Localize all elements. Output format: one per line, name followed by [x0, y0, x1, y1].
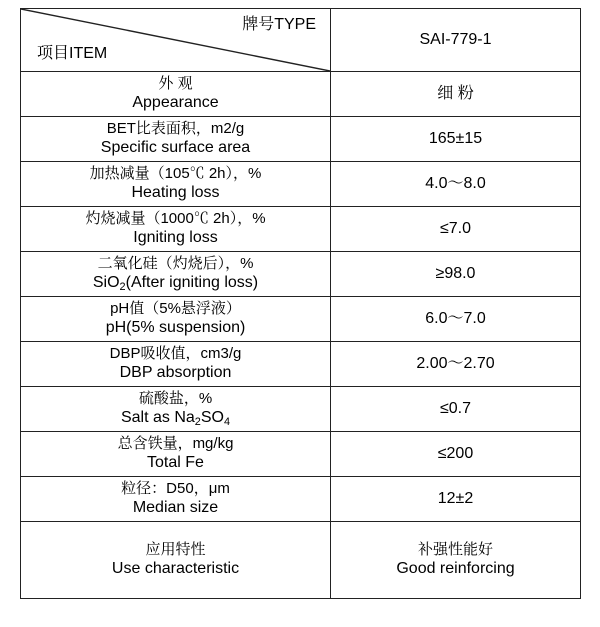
row-label-cn: 粒径：D50，μm: [121, 480, 230, 498]
row-heating-loss-label: [21, 162, 331, 207]
row-value-cn: 补强性能好: [417, 541, 493, 559]
table-row: [21, 297, 581, 342]
row-label-en: Specific surface area: [100, 139, 251, 157]
row-igniting-loss-label: [21, 207, 331, 252]
row-label-cn: 总含铁量，mg/kg: [117, 435, 234, 453]
row-heating-loss-value: 4.0～8.0: [331, 162, 581, 207]
row-label-cn: 硫酸盐，%: [138, 390, 213, 408]
header-type-value: SAI-779-1: [331, 9, 581, 72]
row-ph-value: 6.0～7.0: [331, 297, 581, 342]
row-label-en: [21, 408, 330, 428]
spec-sheet: [0, 8, 600, 627]
row-label-cn: 加热减量（105℃ 2h），%: [89, 165, 262, 183]
table-row: [21, 387, 581, 432]
formula-prefix: Salt as Na: [120, 409, 195, 427]
formula-prefix: SiO: [92, 274, 120, 292]
table-header-row: [21, 9, 581, 72]
header-item-type-cell: [21, 9, 331, 72]
row-label-cn: 应用特性: [145, 541, 206, 559]
row-label-en: pH(5% suspension): [105, 319, 246, 337]
row-silica-label: [21, 252, 331, 297]
table-row: [21, 477, 581, 522]
row-value-en: Good reinforcing: [396, 560, 515, 578]
table-row: [21, 252, 581, 297]
row-median-size-value: 12±2: [331, 477, 581, 522]
formula-suffix: (After igniting loss): [125, 274, 259, 292]
row-label-cn: 灼烧减量（1000℃ 2h），%: [85, 210, 266, 228]
table-row: [21, 207, 581, 252]
row-label-cn: 外 观: [158, 75, 193, 93]
row-dbp-value: 2.00～2.70: [331, 342, 581, 387]
row-sulfate-value: ≤0.7: [331, 387, 581, 432]
row-ph-label: [21, 297, 331, 342]
row-label-en: DBP absorption: [119, 364, 232, 382]
row-median-size-label: [21, 477, 331, 522]
table-row: [21, 432, 581, 477]
row-silica-value: ≥98.0: [331, 252, 581, 297]
row-label-cn: DBP吸收值，cm3/g: [109, 345, 242, 363]
table-row: [21, 72, 581, 117]
specification-table: [20, 8, 581, 599]
row-use-characteristic-label: [21, 522, 331, 599]
formula-subscript: 2: [194, 416, 201, 429]
row-label-en: Heating loss: [131, 184, 220, 202]
row-label-en: Igniting loss: [133, 229, 218, 247]
table-row: [21, 342, 581, 387]
row-dbp-label: [21, 342, 331, 387]
row-surface-area-label: [21, 117, 331, 162]
row-total-fe-value: ≤200: [331, 432, 581, 477]
table-row: [21, 117, 581, 162]
row-igniting-loss-value: ≤7.0: [331, 207, 581, 252]
row-sulfate-label: [21, 387, 331, 432]
header-item-label: 项目ITEM: [37, 45, 108, 63]
header-type-label: 牌号TYPE: [242, 16, 316, 33]
row-total-fe-label: [21, 432, 331, 477]
row-label-en: Appearance: [132, 94, 219, 112]
formula-subscript-2: 4: [223, 416, 231, 429]
row-appearance-label: [21, 72, 331, 117]
row-label-cn: BET比表面积，m2/g: [106, 120, 245, 138]
row-label-cn: 二氧化硅（灼烧后），%: [97, 255, 254, 273]
row-label-en: Median size: [132, 499, 219, 517]
formula-subscript: 2: [119, 281, 126, 294]
formula-middle: SO: [200, 409, 224, 427]
row-surface-area-value: 165±15: [331, 117, 581, 162]
row-label-en: [21, 273, 330, 293]
row-appearance-value: 细 粉: [331, 72, 581, 117]
table-row: [21, 522, 581, 599]
row-label-en: Use characteristic: [111, 560, 240, 578]
row-label-en: Total Fe: [147, 454, 204, 472]
table-row: [21, 162, 581, 207]
row-use-characteristic-value: [331, 522, 581, 599]
row-label-cn: pH值（5%悬浮液）: [110, 300, 241, 318]
